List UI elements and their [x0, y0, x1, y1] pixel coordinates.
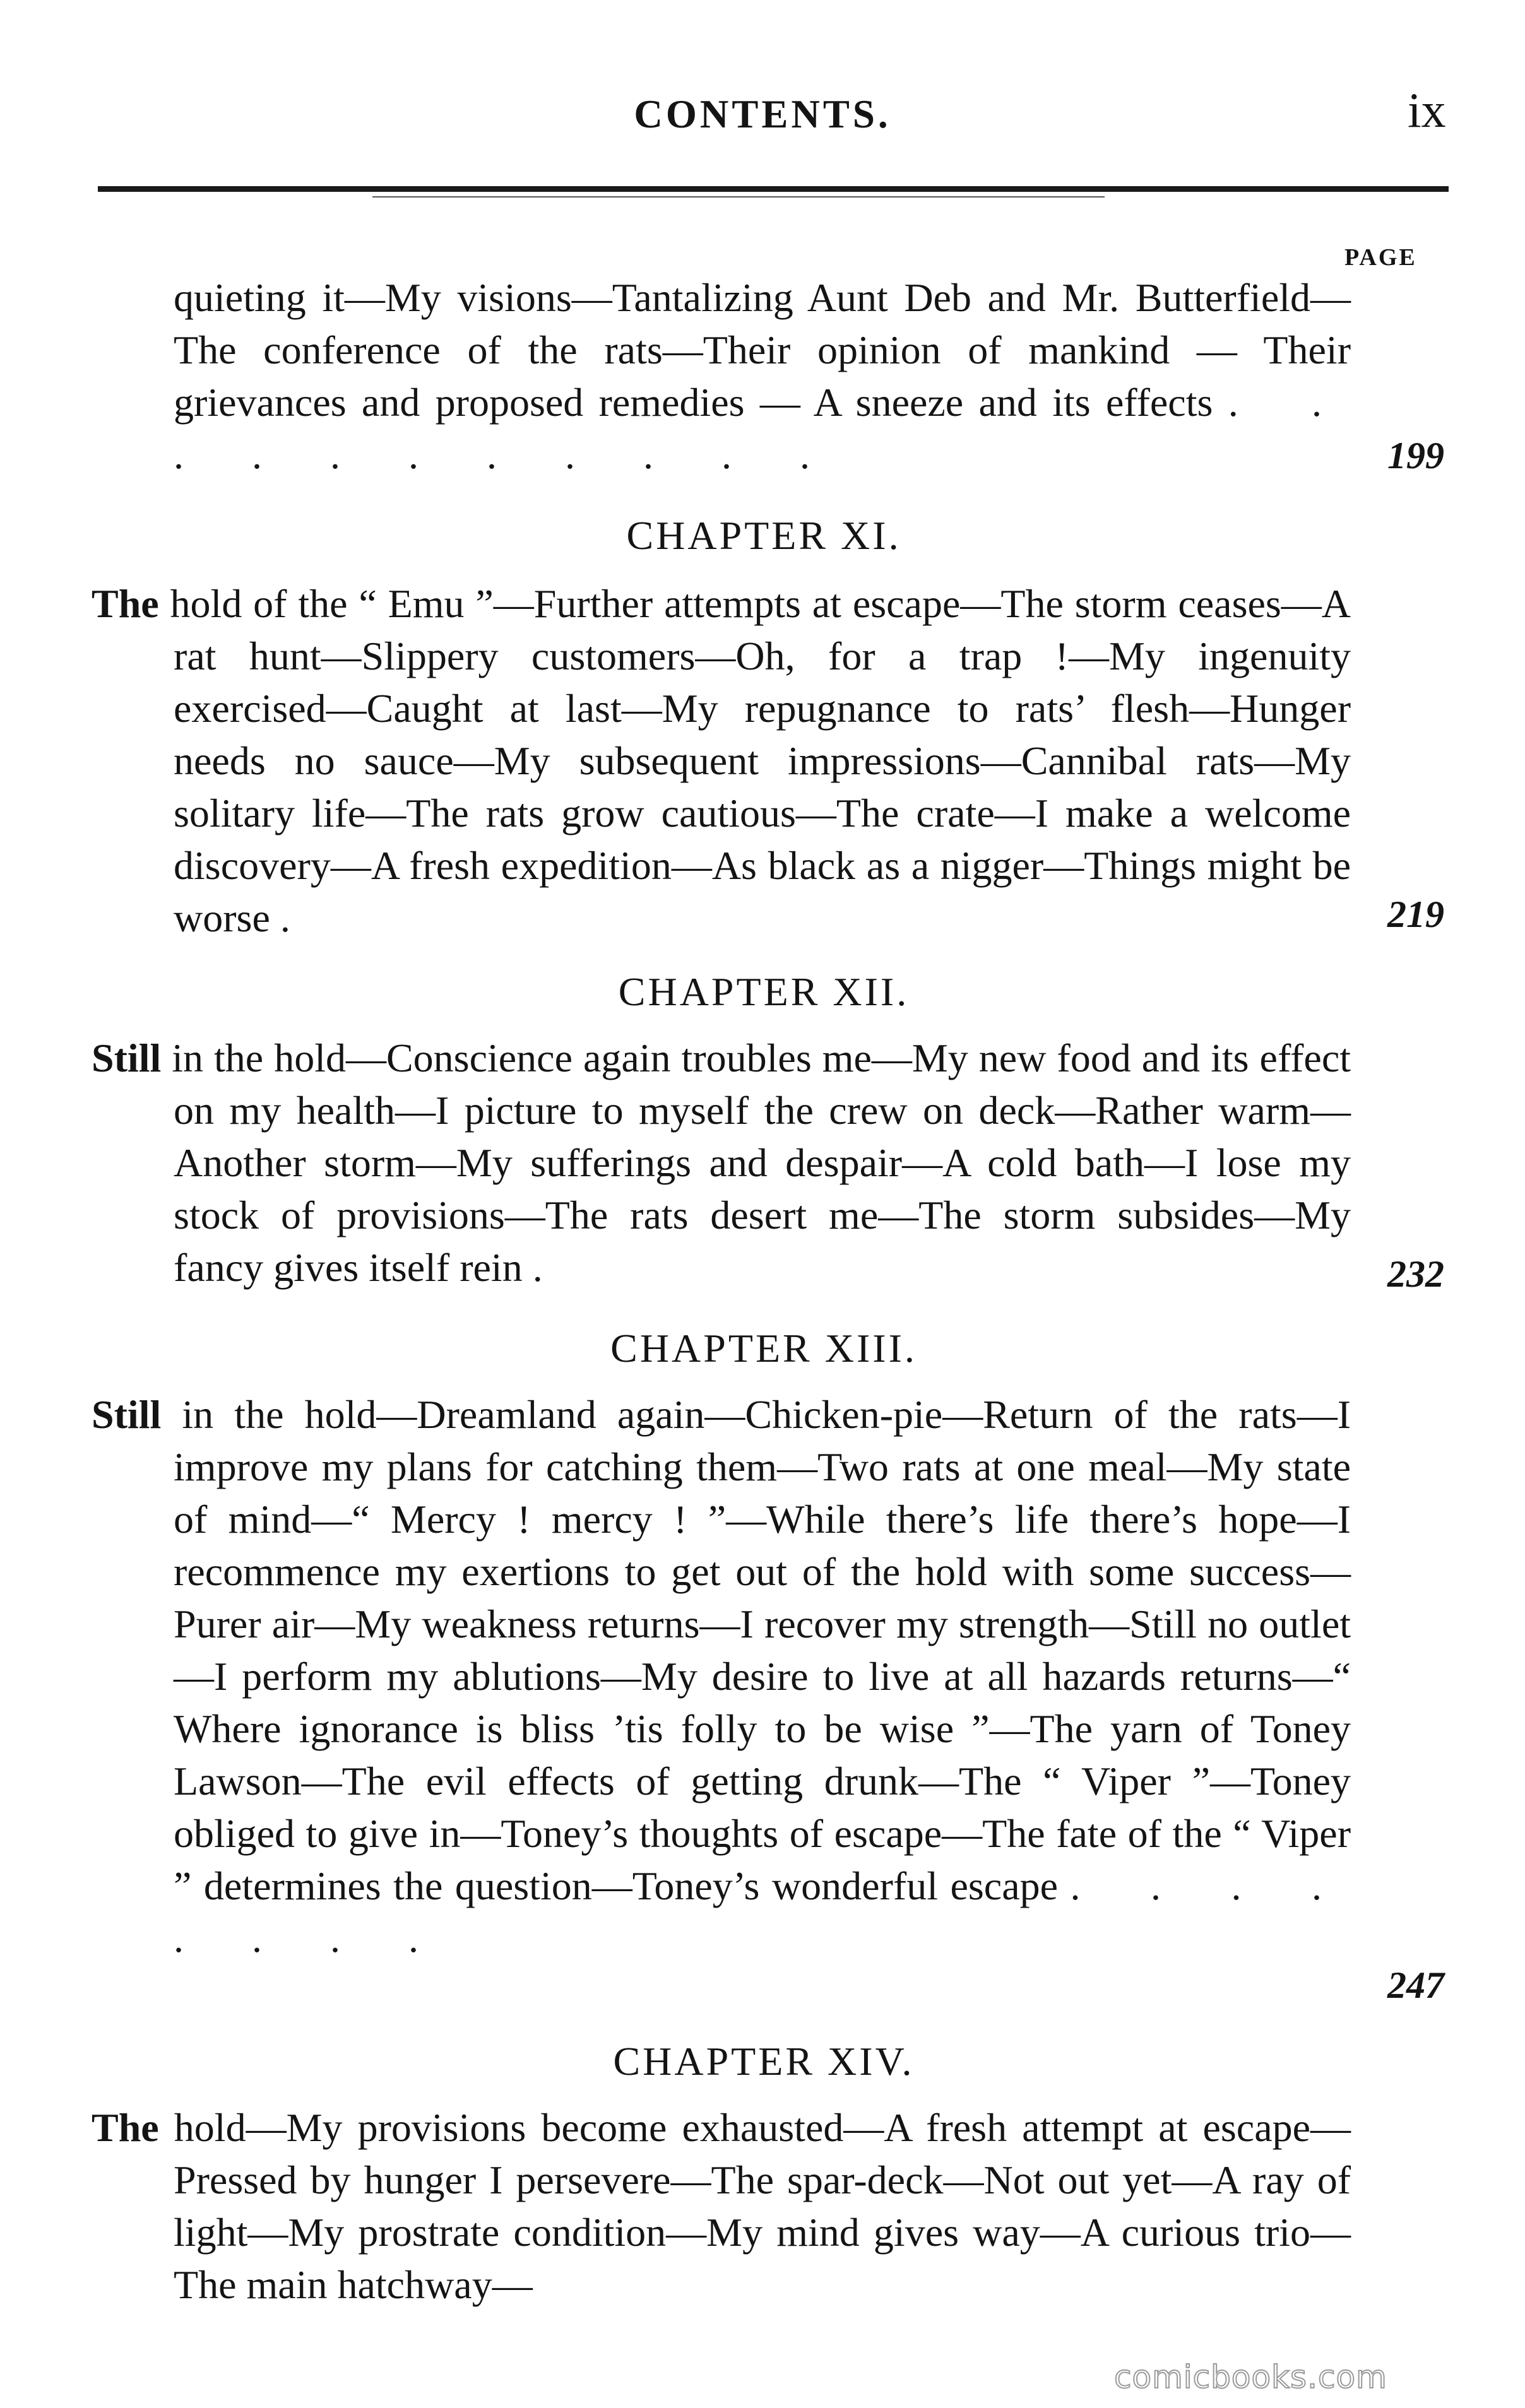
toc-entry-text [92, 271, 1351, 481]
watermark: comicbooks.com [1114, 2359, 1387, 2395]
dot-leader: . [280, 895, 290, 940]
lead-word: The [92, 581, 159, 626]
toc-entry [92, 2101, 1351, 2311]
chapter-heading: CHAPTER XII. [618, 969, 910, 1014]
toc-entry-text [92, 1388, 1351, 1964]
header-rule-thin [372, 196, 1105, 198]
running-title: CONTENTS. [634, 92, 891, 136]
toc-entry-text [92, 577, 1351, 944]
page-number: ix [1408, 83, 1446, 138]
toc-entry-summary: hold—My provisions become exhausted—A fresh attempt at escape—Pressed by hunger I persevere—The spar-deck—Not out yet—A ray of light—My prostrate condition—My mind gives way—A curious trio—The main hatchway— [174, 2105, 1351, 2307]
lead-word: Still [92, 1392, 162, 1437]
toc-entry-continued [92, 271, 1351, 481]
toc-entry [92, 1388, 1351, 1964]
chapter-heading: CHAPTER XIII. [610, 1326, 917, 1371]
toc-entry [92, 577, 1351, 944]
dot-leader: . [532, 1245, 543, 1290]
lead-word: Still [92, 1036, 162, 1080]
toc-entry-text [92, 1032, 1351, 1294]
toc-entry-page: 219 [1387, 894, 1444, 935]
toc-entry-summary: in the hold—Conscience again troubles me—My new food and its effect on my health—I picture to myself the crew on deck—Rather warm—Another storm—My sufferings and despair—A cold bath—I lose my stock of provisions—The rats desert me—The storm subsides—My fancy gives itself rein [172, 1036, 1351, 1290]
toc-entry-summary: in the hold—Dreamland again—Chicken-pie—Return of the rats—I improve my plans for catching them—Two rats at one meal—My state of mind—“ Mercy ! mercy ! ”—While there’s life there’s hope—I recommence my exertions to get out of the hold with some success—Purer air—My weakness returns—I recover my strength—Still no outlet—I perform my ablutions—My desire to live at all hazards returns—“ Where ignorance is bliss ’tis folly to be wise ”—The yarn of Toney Lawson—The evil effects of getting drunk—The “ Viper ”—Toney obliged to give in—Toney’s thoughts of escape—The fate of the “ Viper ” determines the question—Toney’s wonderful escape [174, 1392, 1351, 1908]
toc-entry-summary: hold of the “ Emu ”—Further attempts at escape—The storm ceases—A rat hunt—Slippery customers—Oh, for a trap !—My ingenuity exercised—Caught at last—My repugnance to rats’ flesh—Hunger needs no sauce—My subsequent impressions—Cannibal rats—My solitary life—The rats grow cautious—The crate—I make a welcome discovery—A fresh expedition—As black as a nigger—Things might be worse [170, 581, 1351, 940]
chapter-heading: CHAPTER XIV. [613, 2039, 915, 2084]
dot-leader: . . . . . . . . [174, 1863, 1351, 1961]
chapter-heading: CHAPTER XI. [626, 513, 901, 558]
toc-entry-page: 247 [1387, 1964, 1444, 2006]
toc-entry-text [92, 2101, 1351, 2311]
toc-entry-summary: quieting it—My visions—Tantalizing Aunt Deb and Mr. Butterfield—The conference of the rats—Their opinion of mankind — Their grievances and proposed remedies — A sneeze and its effects [174, 275, 1351, 425]
header-rule [98, 186, 1449, 192]
dot-leader: . . . . . . . . . . . [174, 380, 1351, 477]
lead-word: The [92, 2105, 159, 2150]
toc-entry-page: 199 [1387, 435, 1444, 476]
toc-entry-page: 232 [1387, 1253, 1444, 1295]
page-column-label: PAGE [1344, 244, 1417, 271]
toc-entry [92, 1032, 1351, 1294]
